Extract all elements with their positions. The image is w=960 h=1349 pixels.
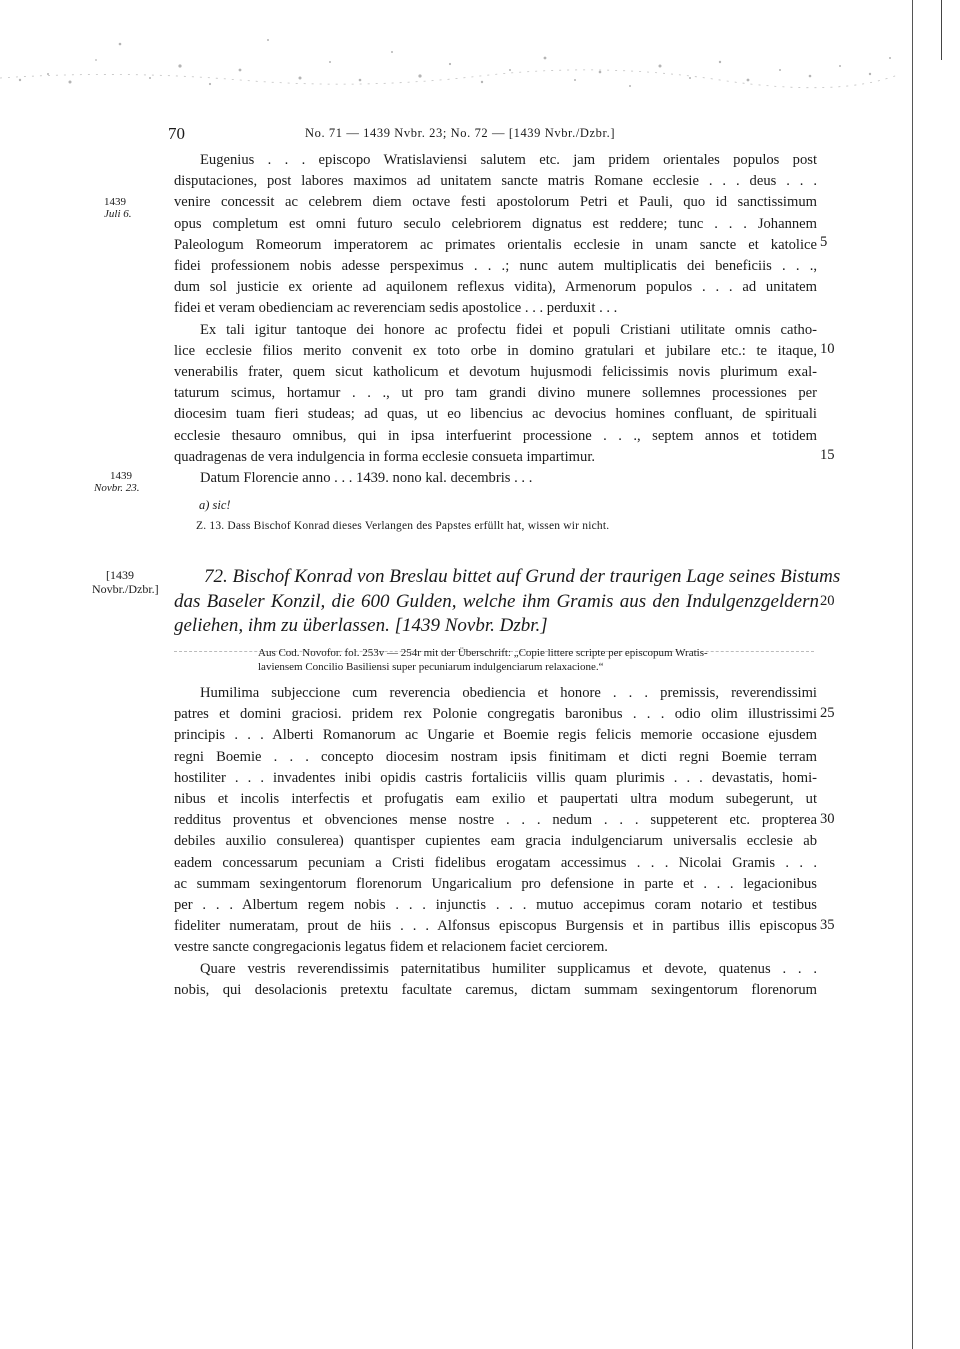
text-line: eadem concessarum pecuniam a Cristi fidelibus erogatam accessimus . . . Nicolai Gramis . . . <box>174 854 817 871</box>
source-line: Aus Cod. Novofor. fol. 253v — 254r mit der Überschrift: „Copie littere scripte per episcopum Wratis- <box>258 647 708 659</box>
text-line: venerabilis frater, quem sicut katholicum et devotum hujusmodi felicissimis novis plurimum exal- <box>174 364 817 381</box>
margin-date-day: Novbr./Dzbr.] <box>92 582 159 596</box>
text-line: Quare vestris reverendissimis paternitatibus humiliter supplicamus et devote, quatenus . . . <box>200 960 817 977</box>
source-note <box>258 646 820 674</box>
text-line: redditus proventus et obvenciones mense nostre . . . nedum . . . suppeterent etc. propterea <box>174 812 817 829</box>
line-number: 20 <box>820 593 835 609</box>
text-line: Paleologum Romeorum imperatorem ac primates orientalis ecclesie in unam sancte et katolice <box>174 236 817 253</box>
scan-edge-line <box>912 0 913 1349</box>
margin-date-3 <box>92 568 159 596</box>
text-line: fideliter numeratam, prout de hiis . . . Alfonsus episcopus Burgensis et in partibus illis episcopus <box>174 918 817 935</box>
text-line: taturum scimus, hortamur . . ., ut pro tam grandi divino munere sollemnes processiones per <box>174 385 817 402</box>
line-number: 10 <box>820 341 835 357</box>
margin-date-day: Novbr. 23. <box>94 482 140 494</box>
text-line: lice ecclesie filios merito convenit ex toto orbe in domino gratulari et jubilare etc.: te itaque, <box>174 342 817 359</box>
text-line: disputaciones, post labores maximos ad unitatem sancte matris Romane ecclesie . . . deus . . . <box>174 173 817 190</box>
text-line: venire concessit ac celebrem diem octave festi apostolorum Petri et Pauli, quo id sanctissimum <box>174 194 817 211</box>
page-number: 70 <box>168 124 185 143</box>
text-line: quadragenas de vera indulgencia in forma ecclesie consueta impartimur. <box>174 448 596 465</box>
line-number: 35 <box>820 917 835 933</box>
margin-date-year: [1439 <box>106 568 134 582</box>
text-line: Humilima subjeccione cum reverencia obediencia et honore . . . premissis, reverendissimi <box>200 685 817 701</box>
doc71-body <box>174 150 817 489</box>
line-number: 5 <box>820 234 828 250</box>
text-line: ac summam sexingentorum florenorum Ungaricalium pro defensione in parte et . . . legacionibus <box>174 875 817 892</box>
text-line: opus completum est omni futuro seculo celebriorem dignatus est reddere; tunc . . . Johannem <box>174 215 817 232</box>
text-line: nobis, qui desolacionis pretextu facultate caremus, dictam summam sexingentorum florenorum <box>174 981 817 998</box>
text-line: fidei et veram obedienciam ac reverenciam sedis apostolice . . . perduxit . . . <box>174 300 618 317</box>
line-number: 15 <box>820 447 835 463</box>
source-line: laviensem Concilio Basiliensi super pecuniarum indulgenciarum relaxacione.“ <box>258 661 604 673</box>
text-line: Eugenius . . . episcopo Wratislaviensi salutem etc. jam pridem orientales populos post <box>200 152 817 168</box>
text-line: diocesim tuam fieri studeas; ad quas, ut eo libencius ac devocius homines confluant, de spirituali <box>174 406 817 423</box>
text-line: regni Boemie . . . concepto diocesim nostram ipsis finitimam et dicti regni Boemie terram <box>174 748 817 765</box>
title-line: geliehen, ihm zu überlassen. [1439 Novbr. Dzbr.] <box>174 615 548 636</box>
scan-noise-border <box>0 0 960 110</box>
margin-date-year: 1439 <box>104 196 126 208</box>
margin-date-1 <box>104 196 132 220</box>
doc72-body <box>174 683 817 1001</box>
text-line: ecclesie thesauro omnibus, qui in ipsa interfuerint processione . . ., septem annos et totidem <box>174 427 817 444</box>
text-line: patres et domini graciosi. pridem rex Polonie congregatis baronibus . . . odio olim illustrissimi <box>174 706 817 723</box>
editorial-note: Z. 13. Dass Bischof Konrad dieses Verlangen des Papstes erfüllt hat, wissen wir nicht. <box>196 520 610 532</box>
text-line: nibus et incolis interfectis et profugatis eam exilio et paupertati ultra modum subegerunt, ut <box>174 791 817 808</box>
text-line: hostiliter . . . invadentes inibi opidis castris fortaliciis villis quam plurimis . . . devastatis, homi- <box>174 769 817 786</box>
text-line: per . . . Albertum regem nobis . . . injunctis . . . mutuo accepimus coram notario et testibus <box>174 897 817 914</box>
margin-date-2 <box>94 470 140 494</box>
running-header: No. 71 — 1439 Nvbr. 23; No. 72 — [1439 Nvbr./Dzbr.] <box>305 126 616 140</box>
text-line: debiles auxilio consulerea) quantisper cupientes eam gracia indulgenciarum universalis ecclesie ab <box>174 833 817 850</box>
line-number: 30 <box>820 811 835 827</box>
title-line: das Baseler Konzil, die 600 Gulden, welche ihm Gramis aus den Indulgenzgeldern <box>174 590 819 612</box>
text-line: vestre sancte congregacionis legatus fidem et relacionem faciet cerciorem. <box>174 939 608 956</box>
title-line: 72. Bischof Konrad von Breslau bittet auf Grund der traurigen Lage seines Bistums <box>204 566 841 587</box>
text-line: principis . . . Alberti Romanorum ac Ungarie et Boemie regis felicis memorie occasione ejusdem <box>174 727 817 744</box>
margin-date-day: Juli 6. <box>104 208 132 220</box>
line-number: 25 <box>820 705 835 721</box>
footnote: a) sic! <box>199 498 231 512</box>
scan-edge-line-top <box>941 0 942 60</box>
text-line: dum sol justicie ex oriente ad aquilonem reflexus vidita), Armenorum populos . . . ad unitatem <box>174 279 817 296</box>
text-line: fidei professionem nobis adesse perspeximus . . .; nunc autem multiplicatis dei beneficiis . . ., <box>174 258 817 275</box>
text-line: Datum Florencie anno . . . 1439. nono kal. decembris . . . <box>200 470 533 487</box>
text-line: Ex tali igitur tantoque dei honore ac profectu fidei et populi Cristiani utilitate omnis catho- <box>200 321 817 338</box>
margin-date-year: 1439 <box>110 470 132 482</box>
